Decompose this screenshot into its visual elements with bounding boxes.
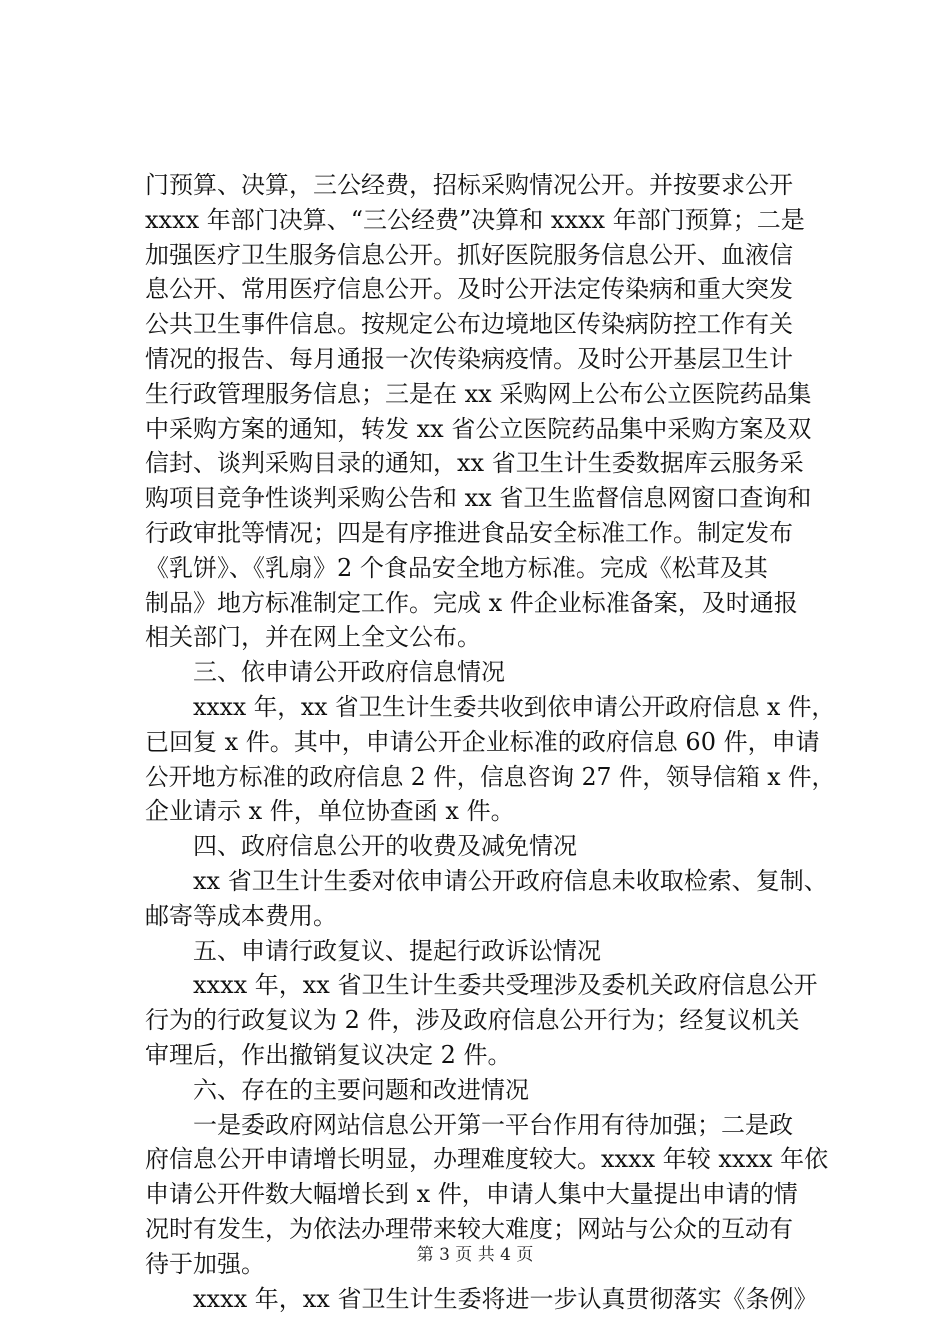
text-line: 《乳饼》、《乳扇》2 个食品安全地方标准。完成《松茸及其 — [145, 553, 768, 582]
section-heading: 三、依申请公开政府信息情况 — [193, 658, 505, 687]
section-heading: 四、政府信息公开的收费及减免情况 — [193, 832, 577, 861]
text-line: 待于加强。 — [145, 1249, 265, 1278]
text-line: 制品》地方标准制定工作。完成 x 件企业标准备案，及时通报 — [145, 588, 798, 617]
text-line: 公开地方标准的政府信息 2 件，信息咨询 27 件，领导信箱 x 件， — [145, 762, 835, 791]
document-body — [145, 168, 835, 1316]
section-heading: 六、存在的主要问题和改进情况 — [193, 1075, 529, 1104]
text-line: 信封、谈判采购目录的通知，xx 省卫生计生委数据库云服务采 — [145, 449, 804, 478]
text-line: 加强医疗卫生服务信息公开。抓好医院服务信息公开、血液信 — [145, 240, 793, 269]
text-line: xxxx 年，xx 省卫生计生委共收到依申请公开政府信息 x 件， — [193, 692, 835, 721]
text-line: 行政审批等情况；四是有序推进食品安全标准工作。制定发布 — [145, 518, 793, 547]
text-line: 审理后，作出撤销复议决定 2 件。 — [145, 1040, 512, 1069]
text-line: 一是委政府网站信息公开第一平台作用有待加强；二是政 — [193, 1110, 793, 1139]
text-line: xxxx 年部门决算、“三公经费”决算和 xxxx 年部门预算；二是 — [145, 205, 805, 234]
page-footer: 第 3 页 共 4 页 — [416, 1245, 534, 1265]
text-line: xx 省卫生计生委对依申请公开政府信息未收取检索、复制、 — [193, 866, 828, 895]
text-line: 生行政管理服务信息；三是在 xx 采购网上公布公立医院药品集 — [145, 379, 812, 408]
text-line: 中采购方案的通知，转发 xx 省公立医院药品集中采购方案及双 — [145, 414, 812, 443]
text-line: xxxx 年，xx 省卫生计生委将进一步认真贯彻落实《条例》 — [193, 1284, 818, 1313]
text-line: 府信息公开申请增长明显，办理难度较大。xxxx 年较 xxxx 年依 — [145, 1145, 829, 1174]
text-line: 情况的报告、每月通报一次传染病疫情。及时公开基层卫生计 — [145, 344, 793, 373]
text-line: 行为的行政复议为 2 件，涉及政府信息公开行为；经复议机关 — [145, 1006, 800, 1035]
text-line: 已回复 x 件。其中，申请公开企业标准的政府信息 60 件，申请 — [145, 727, 820, 756]
section-heading: 五、申请行政复议、提起行政诉讼情况 — [193, 936, 601, 965]
text-line: 息公开、常用医疗信息公开。及时公开法定传染病和重大突发 — [145, 275, 793, 304]
text-line: 况时有发生，为依法办理带来较大难度；网站与公众的互动有 — [145, 1214, 793, 1243]
text-line: 企业请示 x 件，单位协查函 x 件。 — [145, 797, 515, 826]
text-line: 门预算、决算，三公经费，招标采购情况公开。并按要求公开 — [145, 171, 793, 199]
text-line: 邮寄等成本费用。 — [145, 901, 337, 930]
text-line: 购项目竞争性谈判采购公告和 xx 省卫生监督信息网窗口查询和 — [145, 484, 812, 513]
text-line: 公共卫生事件信息。按规定公布边境地区传染病防控工作有关 — [145, 310, 793, 339]
text-line: 相关部门，并在网上全文公布。 — [145, 623, 481, 652]
text-line: 申请公开件数大幅增长到 x 件，申请人集中大量提出申请的情 — [145, 1180, 798, 1209]
text-line: xxxx 年，xx 省卫生计生委共受理涉及委机关政府信息公开 — [193, 971, 818, 1000]
